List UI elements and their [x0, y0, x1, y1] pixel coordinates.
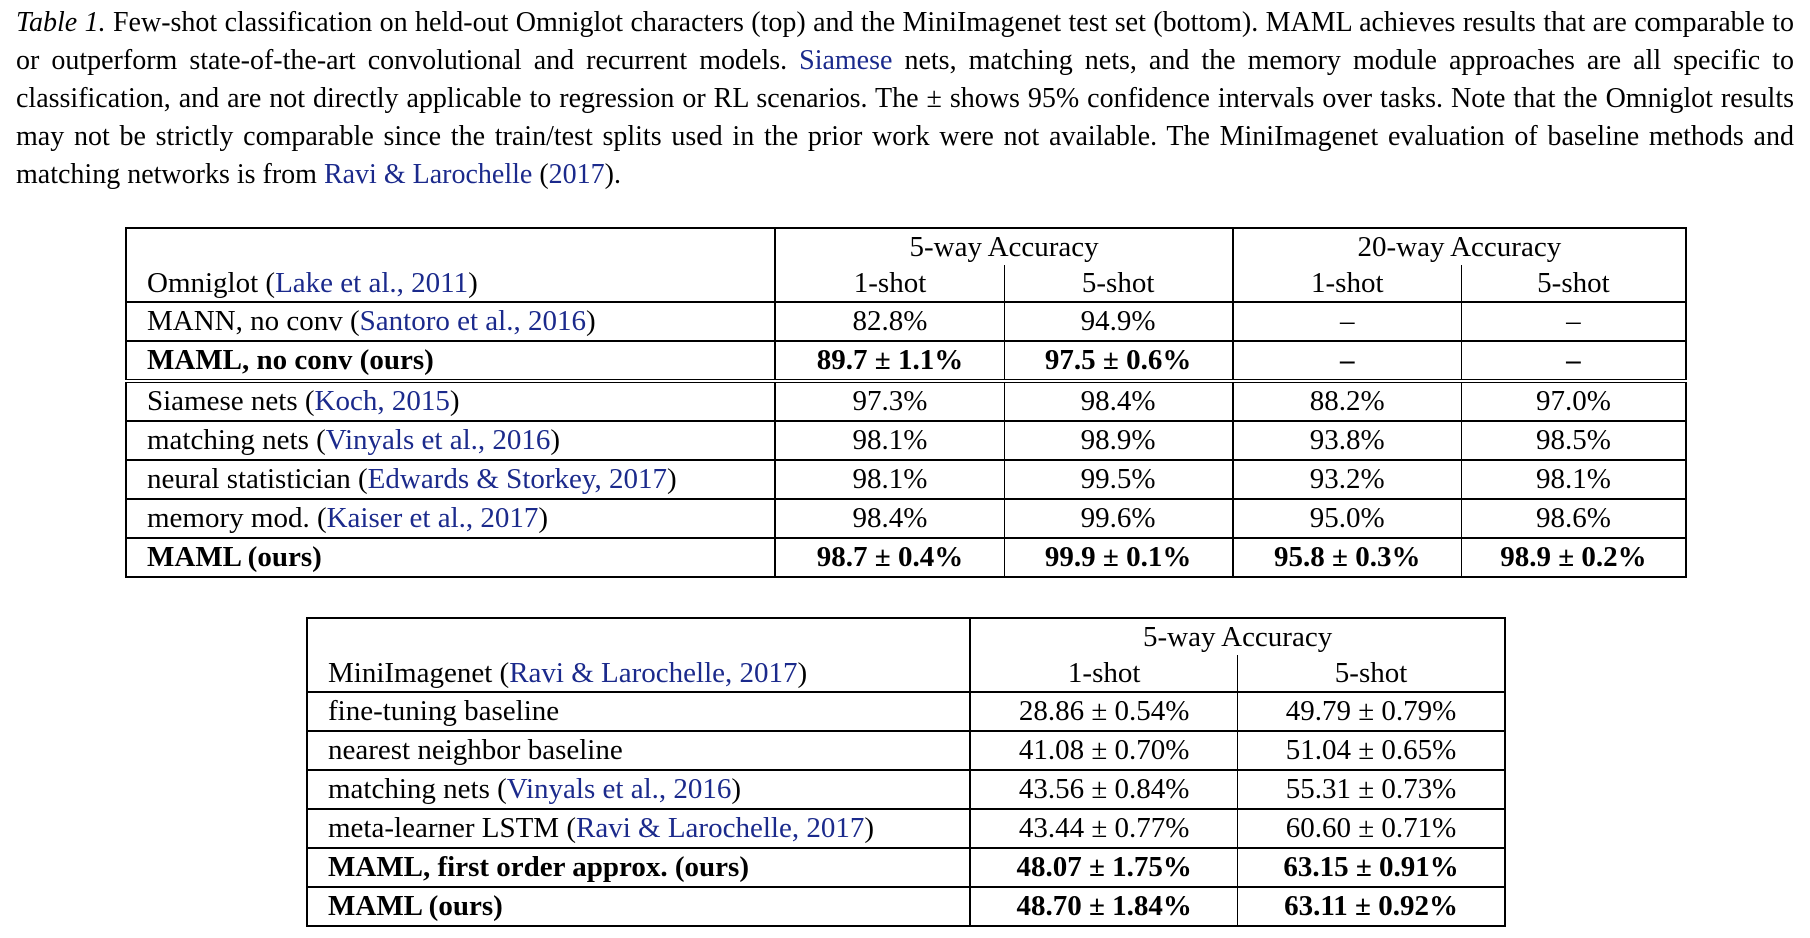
table-row	[126, 341, 1686, 381]
citation-link[interactable]: Siamese	[799, 45, 893, 76]
result-cell: 93.2%	[1233, 460, 1462, 499]
header-spacer	[307, 618, 970, 655]
method-name: MANN, no conv (Santoro et al., 2016)	[126, 302, 775, 341]
dataset-header: MiniImagenet (Ravi & Larochelle, 2017)	[328, 657, 808, 689]
method-name: matching nets (Vinyals et al., 2016)	[307, 770, 970, 809]
result-cell: 97.5 ± 0.6%	[1004, 341, 1233, 381]
result-cell: 98.4%	[775, 499, 1004, 538]
method-name: MAML, no conv (ours)	[126, 341, 775, 381]
table-row	[307, 770, 1505, 809]
citation-link[interactable]: Vinyals et al., 2016	[506, 773, 732, 805]
table-row	[126, 460, 1686, 499]
table-row	[307, 809, 1505, 848]
result-cell: 94.9%	[1004, 302, 1233, 341]
citation-link[interactable]: Ravi & Larochelle, 2017	[509, 657, 798, 689]
result-cell: 99.5%	[1004, 460, 1233, 499]
group-header-20way: 20-way Accuracy	[1233, 228, 1686, 265]
result-cell: 28.86 ± 0.54%	[970, 692, 1237, 731]
result-cell: 97.0%	[1461, 381, 1686, 421]
col-header-5shot: 5-shot	[1004, 265, 1233, 302]
caption-text: (	[532, 159, 549, 190]
method-name: nearest neighbor baseline	[307, 731, 970, 770]
result-cell: 43.56 ± 0.84%	[970, 770, 1237, 809]
result-cell: 60.60 ± 0.71%	[1238, 809, 1505, 848]
citation-link[interactable]: 2017	[548, 159, 605, 190]
result-cell: 99.6%	[1004, 499, 1233, 538]
result-cell: 99.9 ± 0.1%	[1004, 538, 1233, 577]
result-cell: 63.11 ± 0.92%	[1238, 887, 1505, 926]
result-cell: –	[1461, 341, 1686, 381]
method-name: MAML, first order approx. (ours)	[307, 848, 970, 887]
caption-text: Few-shot classification on held-out Omniglot characters (top) and the MiniImagenet test set (bottom). MAML achieves results that are comparable to or outperform state-of-the-art convolutional and recurrent models.	[16, 7, 1794, 76]
citation-link[interactable]: Edwards & Storkey, 2017	[367, 463, 668, 495]
result-cell: –	[1233, 302, 1462, 341]
group-header-5way: 5-way Accuracy	[970, 618, 1505, 655]
result-cell: 51.04 ± 0.65%	[1238, 731, 1505, 770]
result-cell: 88.2%	[1233, 381, 1462, 421]
table-row	[126, 381, 1686, 421]
col-header-1shot: 1-shot	[970, 655, 1237, 692]
table-row	[307, 887, 1505, 926]
result-cell: –	[1461, 302, 1686, 341]
method-name: neural statistician (Edwards & Storkey, 2017)	[126, 460, 775, 499]
header-spacer	[126, 228, 775, 265]
citation-link[interactable]: Ravi & Larochelle, 2017	[576, 812, 865, 844]
caption-label: Table 1.	[16, 7, 106, 38]
method-name: MAML (ours)	[126, 538, 775, 577]
col-header-5shot: 5-shot	[1238, 655, 1505, 692]
citation-link[interactable]: Ravi & Larochelle	[323, 159, 533, 190]
result-cell: 48.07 ± 1.75%	[970, 848, 1237, 887]
table-row	[126, 421, 1686, 460]
result-cell: 98.1%	[775, 460, 1004, 499]
table-caption	[16, 4, 1794, 194]
dataset-header: Omniglot (Lake et al., 2011)	[147, 267, 478, 299]
result-cell: –	[1233, 341, 1462, 381]
result-cell: 98.5%	[1461, 421, 1686, 460]
col-header-1shot: 1-shot	[775, 265, 1004, 302]
method-name: Siamese nets (Koch, 2015)	[126, 381, 775, 421]
method-name: fine-tuning baseline	[307, 692, 970, 731]
miniimagenet-results-table	[306, 617, 1506, 927]
result-cell: 98.1%	[775, 421, 1004, 460]
result-cell: 89.7 ± 1.1%	[775, 341, 1004, 381]
col-header-1shot: 1-shot	[1233, 265, 1462, 302]
method-name: memory mod. (Kaiser et al., 2017)	[126, 499, 775, 538]
table-row	[307, 731, 1505, 770]
result-cell: 98.1%	[1461, 460, 1686, 499]
result-cell: 98.9 ± 0.2%	[1461, 538, 1686, 577]
result-cell: 98.9%	[1004, 421, 1233, 460]
table-row	[126, 538, 1686, 577]
result-cell: 98.4%	[1004, 381, 1233, 421]
group-header-5way: 5-way Accuracy	[775, 228, 1232, 265]
citation-link[interactable]: Santoro et al., 2016	[359, 305, 586, 337]
method-name: matching nets (Vinyals et al., 2016)	[126, 421, 775, 460]
table-row	[307, 848, 1505, 887]
table-row	[126, 499, 1686, 538]
col-header-5shot: 5-shot	[1461, 265, 1686, 302]
omniglot-results-table	[125, 227, 1687, 578]
table-row	[307, 692, 1505, 731]
result-cell: 95.8 ± 0.3%	[1233, 538, 1462, 577]
citation-link[interactable]: Kaiser et al., 2017	[326, 502, 539, 534]
result-cell: 95.0%	[1233, 499, 1462, 538]
result-cell: 49.79 ± 0.79%	[1238, 692, 1505, 731]
result-cell: 98.6%	[1461, 499, 1686, 538]
citation-link[interactable]: Koch, 2015	[314, 385, 450, 417]
result-cell: 63.15 ± 0.91%	[1238, 848, 1505, 887]
result-cell: 41.08 ± 0.70%	[970, 731, 1237, 770]
result-cell: 43.44 ± 0.77%	[970, 809, 1237, 848]
table-row	[126, 302, 1686, 341]
result-cell: 98.7 ± 0.4%	[775, 538, 1004, 577]
result-cell: 55.31 ± 0.73%	[1238, 770, 1505, 809]
caption-text: nets, matching nets, and the memory module approaches are all specific to classification, and are not directly applicable to regression or RL scenarios. The ± shows 95% confidence intervals over tasks. Note that the Omniglot results may not be strictly comparable since the train/test splits used in the prior work were not available. The MiniImagenet evaluation of baseline methods and matching networks is from	[16, 45, 1794, 190]
method-name: MAML (ours)	[307, 887, 970, 926]
citation-link[interactable]: Vinyals et al., 2016	[325, 424, 551, 456]
result-cell: 82.8%	[775, 302, 1004, 341]
result-cell: 93.8%	[1233, 421, 1462, 460]
caption-text: ).	[604, 159, 621, 190]
citation-link[interactable]: Lake et al., 2011	[275, 267, 469, 299]
result-cell: 97.3%	[775, 381, 1004, 421]
method-name: meta-learner LSTM (Ravi & Larochelle, 2017)	[307, 809, 970, 848]
result-cell: 48.70 ± 1.84%	[970, 887, 1237, 926]
